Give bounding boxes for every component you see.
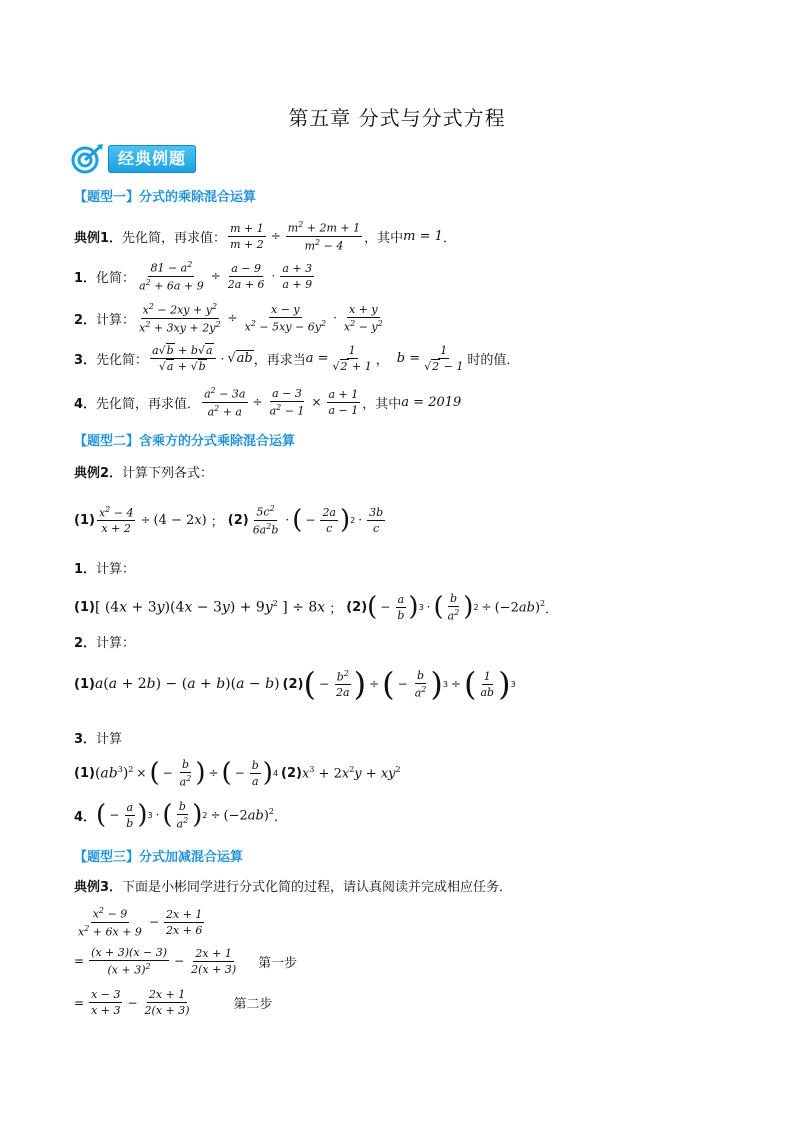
question-1-3: 3． 先化简： $\frac{a√b + b√a}{√a + √b}$ · √ab ，再求当 a = $\frac{1}{√2 + 1}$ ， b = $\frac{1}{√2 - 1}$ 时的值．	[74, 344, 520, 373]
question-comma: ，	[375, 353, 389, 368]
question-1-4: 4． 先化简，再求值． $\frac{a^2 - 3a}{a^2 + a}$ ÷ $\frac{a - 3}{a^2 - 1}$ × $\frac{a + 1}{a - 1}$ ，其中 a = 2019	[74, 386, 462, 419]
example-label: 典例2．	[74, 466, 123, 481]
example-3	[74, 876, 512, 895]
question-text: 先化简，再求值．	[96, 396, 201, 412]
question-text: 计算：	[96, 636, 136, 651]
section-heading-3: 【题型三】分式加减混合运算	[74, 850, 244, 865]
example-label: 典例1．	[74, 230, 123, 246]
example-text: 先化简，再求值：	[122, 230, 227, 246]
condition: m = 1	[403, 228, 443, 244]
question-tail: ，其中	[362, 396, 402, 412]
fraction: $\frac{m + 1}{m + 2}$	[230, 221, 264, 251]
question-2-3-parts: (1) $(ab^3)^2$ × ( − $\frac{b}{a^2}$ ) ÷ ( − $\frac{b}{a}$ ) 4 (2) $x^3 + 2x^2y + xy^2$	[74, 758, 401, 789]
question-2-1-parts: (1) [ $(4x + 3y)(4x - 3y) + 9y^2$ ] ÷ 8x ； (2) ( − $\frac{a}{b}$ ) 3 · ( $\frac{b}{a^2}$ ) 2 ÷ $(-2ab)^2$ ．	[74, 592, 559, 623]
example-tail: ，其中	[364, 230, 404, 246]
period: ．	[442, 230, 456, 246]
question-2-2-parts: (1) a(a + 2b) − (a + b)(a − b) (2) ( − $\frac{b^2}{2a}$ ) ÷ ( − $\frac{b}{a^2}$ ) 3 ÷ ( $\frac{1}{ab}$ ) 3	[74, 665, 516, 703]
question-2-2	[74, 632, 135, 651]
section-heading-1: 【题型一】分式的乘除混合运算	[74, 190, 257, 205]
question-text: 计算：	[96, 562, 136, 577]
derivation-line-1: = $\frac{(x + 3)(x - 3)}{(x + 3)^2}$ − $\frac{2x + 1}{2(x + 3)}$ 第一步	[74, 946, 298, 977]
derivation-line-0: $\frac{x^2 - 9}{x^2 + 6x + 9}$ − $\frac{2x + 1}{2x + 6}$	[78, 906, 203, 939]
question-1-1: 1． 化简： $\frac{81 - a^2}{a^2 + 6a + 9}$ ÷ $\frac{a - 9}{2a + 6}$ · $\frac{a + 3}{a + 9}$	[74, 260, 313, 293]
question-label: 1．	[74, 270, 97, 286]
question-label: 3．	[74, 353, 97, 368]
derivation-line-2: = $\frac{x - 3}{x + 3}$ − $\frac{2x + 1}{2(x + 3)}$ 第二步	[74, 988, 273, 1017]
question-label: 4．	[74, 809, 97, 825]
question-1-2: 2． 计算： $\frac{x^2 - 2xy + y^2}{x^2 + 3xy + 2y^2}$ ÷ $\frac{x - y}{x^2 - 5xy - 6y^2}$ · $\frac{x + y}{x^2 - y^2}$	[74, 302, 383, 335]
question-text: 先化简：	[96, 353, 149, 368]
question-mid: ，再求当	[253, 353, 306, 368]
example-text: 计算下列各式：	[122, 466, 214, 481]
step-label: 第二步	[233, 997, 273, 1012]
target-arrow-icon	[70, 142, 106, 176]
condition: a = 2019	[401, 394, 462, 410]
example-1: 典例1． 先化简，再求值： $\frac{m + 1}{m + 2}$ ÷ $\frac{m^2 + 2m + 1}{m^2 - 4}$ ，其中 m = 1 ．	[74, 220, 456, 253]
question-label: 2．	[74, 636, 97, 651]
question-text: 计算：	[96, 312, 136, 328]
page-title: 第五章 分式与分式方程	[288, 106, 506, 130]
section-heading-2: 【题型二】含乘方的分式乘除混合运算	[74, 434, 296, 449]
question-label: 3．	[74, 732, 97, 747]
question-2-4: 4． ( − $\frac{a}{b}$ ) 3 · ( $\frac{b}{a^2}$ ) 2 ÷ $(-2ab)^2$ ．	[74, 800, 288, 831]
question-end: 时的值．	[467, 353, 520, 368]
question-label: 1．	[74, 562, 97, 577]
fraction: $\frac{m^2 + 2m + 1}{m^2 - 4}$	[287, 220, 361, 253]
banner	[70, 142, 196, 176]
example-2-parts: (1) $\frac{x^2 - 4}{x + 2}$ ÷ (4 − 2x) ； (2) $\frac{5c^2}{6a^2b}$ · ( − $\frac{2a}{c}$ ) 2 · $\frac{3b}{c}$	[74, 504, 384, 537]
question-2-3	[74, 728, 122, 747]
question-label: 2．	[74, 312, 97, 328]
question-text: 化简：	[96, 270, 136, 286]
step-label: 第一步	[258, 955, 298, 971]
question-text: 计算	[96, 732, 123, 747]
example-label: 典例3．	[74, 880, 123, 895]
example-2	[74, 462, 213, 481]
question-2-1	[74, 558, 135, 577]
banner-label: 经典例题	[108, 145, 196, 173]
example-text: 下面是小彬同学进行分式化简的过程，请认真阅读并完成相应任务．	[122, 880, 513, 895]
question-label: 4．	[74, 396, 97, 412]
